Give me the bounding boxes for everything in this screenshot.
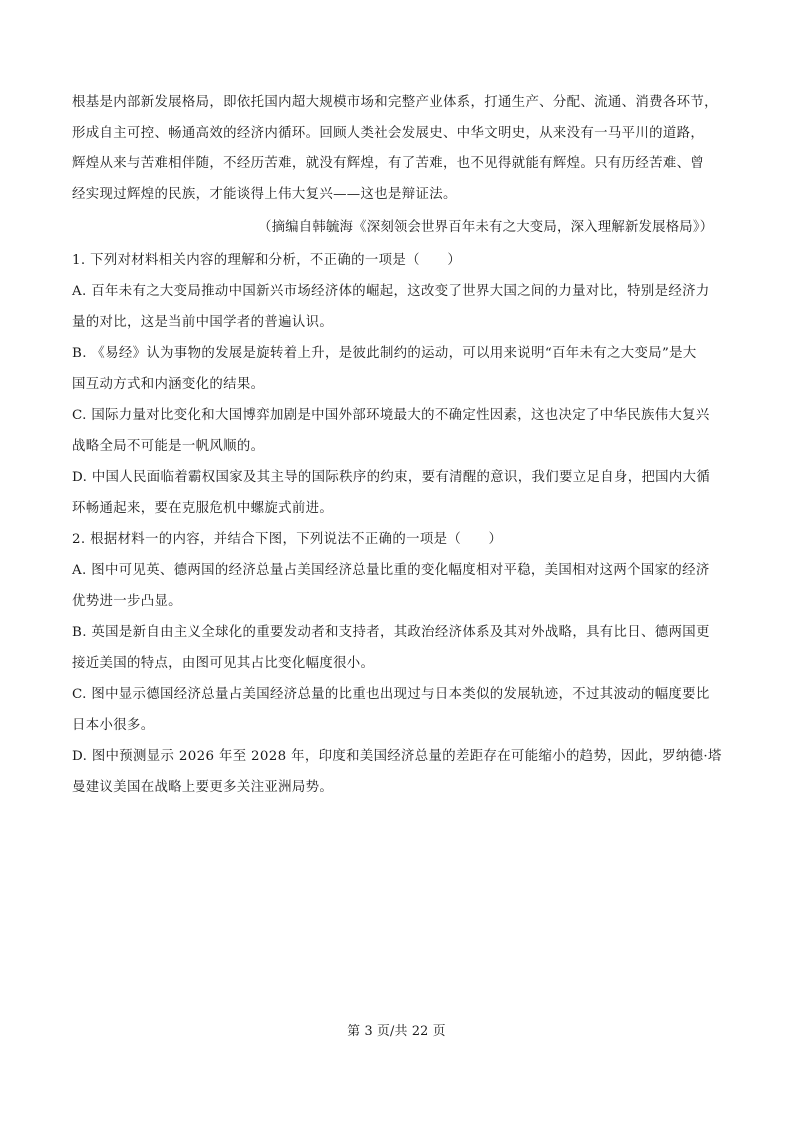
text-line: 辉煌从来与苦难相伴随，不经历苦难，就没有辉煌，有了苦难，也不见得就能有辉煌。只有历经苦难、曾 (72, 156, 705, 172)
option-line: D. 中国人民面临着霸权国家及其主导的国际秩序的约束，要有清醒的意识，我们要立足自身，把国内大循 (72, 470, 711, 485)
question-1-option-c (72, 401, 722, 462)
option-line: 日本小很多。 (72, 717, 155, 733)
question-1-option-d (72, 463, 722, 524)
question-stem-text: 1. 下列对材料相关内容的理解和分析，不正确的一项是（ ） (72, 253, 462, 268)
question-2-option-d (72, 742, 722, 803)
option-line: B. 《易经》认为事物的发展是旋转着上升，是彼此制约的运动，可以用来说明“百年未有之大变局”是大 (72, 346, 697, 361)
page-number: 第 3 页/共 22 页 (347, 1024, 446, 1039)
question-stem-text: 2. 根据材料一的内容，并结合下图，下列说法不正确的一项是（ ） (72, 532, 503, 547)
option-line: D. 图中预测显示 2026 年至 2028 年，印度和美国经济总量的差距存在可能缩小的趋势，因此，罗纳德·塔 (72, 749, 722, 764)
question-2-option-a (72, 556, 722, 617)
option-line: A. 百年未有之大变局推动中国新兴市场经济体的崛起，这改变了世界大国之间的力量对比，特别是经济力 (72, 284, 710, 299)
option-line: C. 国际力量对比变化和大国博弈加剧是中国外部环境最大的不确定性因素，这也决定了中华民族伟大复兴 (72, 408, 710, 423)
option-line: 曼建议美国在战略上要更多关注亚洲局势。 (72, 779, 334, 795)
option-line: 环畅通起来，要在克服危机中螺旋式前进。 (72, 500, 334, 516)
source-citation: （摘编自韩毓海《深刻领会世界百年未有之大变局，深入理解新发展格局》） (258, 220, 714, 235)
question-2-stem (72, 525, 722, 556)
option-line: B. 英国是新自由主义全球化的重要发动者和支持者，其政治经济体系及其对外战略，具有比日、德两国更 (72, 625, 710, 640)
text-line: 形成自主可控、畅通高效的经济内循环。回顾人类社会发展史、中华文明史，从来没有一马平川的道路， (72, 125, 705, 141)
question-1-option-a (72, 277, 722, 338)
option-line: 战略全局不可能是一帆风顺的。 (72, 438, 265, 454)
question-1-option-b (72, 339, 722, 400)
text-line: 根基是内部新发展格局，即依托国内超大规模市场和完整产业体系，打通生产、分配、流通、消费各环节， (72, 95, 718, 110)
intro-paragraph (72, 88, 722, 210)
option-line: 优势进一步凸显。 (72, 593, 182, 609)
question-1-stem (72, 246, 722, 277)
option-line: 国互动方式和内涵变化的结果。 (72, 376, 265, 392)
option-line: 接近美国的特点，由图可见其占比变化幅度很小。 (72, 655, 375, 671)
text-line: 经实现过辉煌的民族，才能谈得上伟大复兴——这也是辩证法。 (72, 186, 457, 202)
option-line: 量的对比，这是当前中国学者的普遍认识。 (72, 314, 334, 330)
question-2-option-b (72, 618, 722, 679)
question-2-option-c (72, 680, 722, 741)
option-line: C. 图中显示德国经济总量占美国经济总量的比重也出现过与日本类似的发展轨迹，不过其波动的幅度要比 (72, 687, 710, 702)
option-line: A. 图中可见英、德两国的经济总量占美国经济总量比重的变化幅度相对平稳，美国相对这两个国家的经济 (72, 563, 710, 578)
